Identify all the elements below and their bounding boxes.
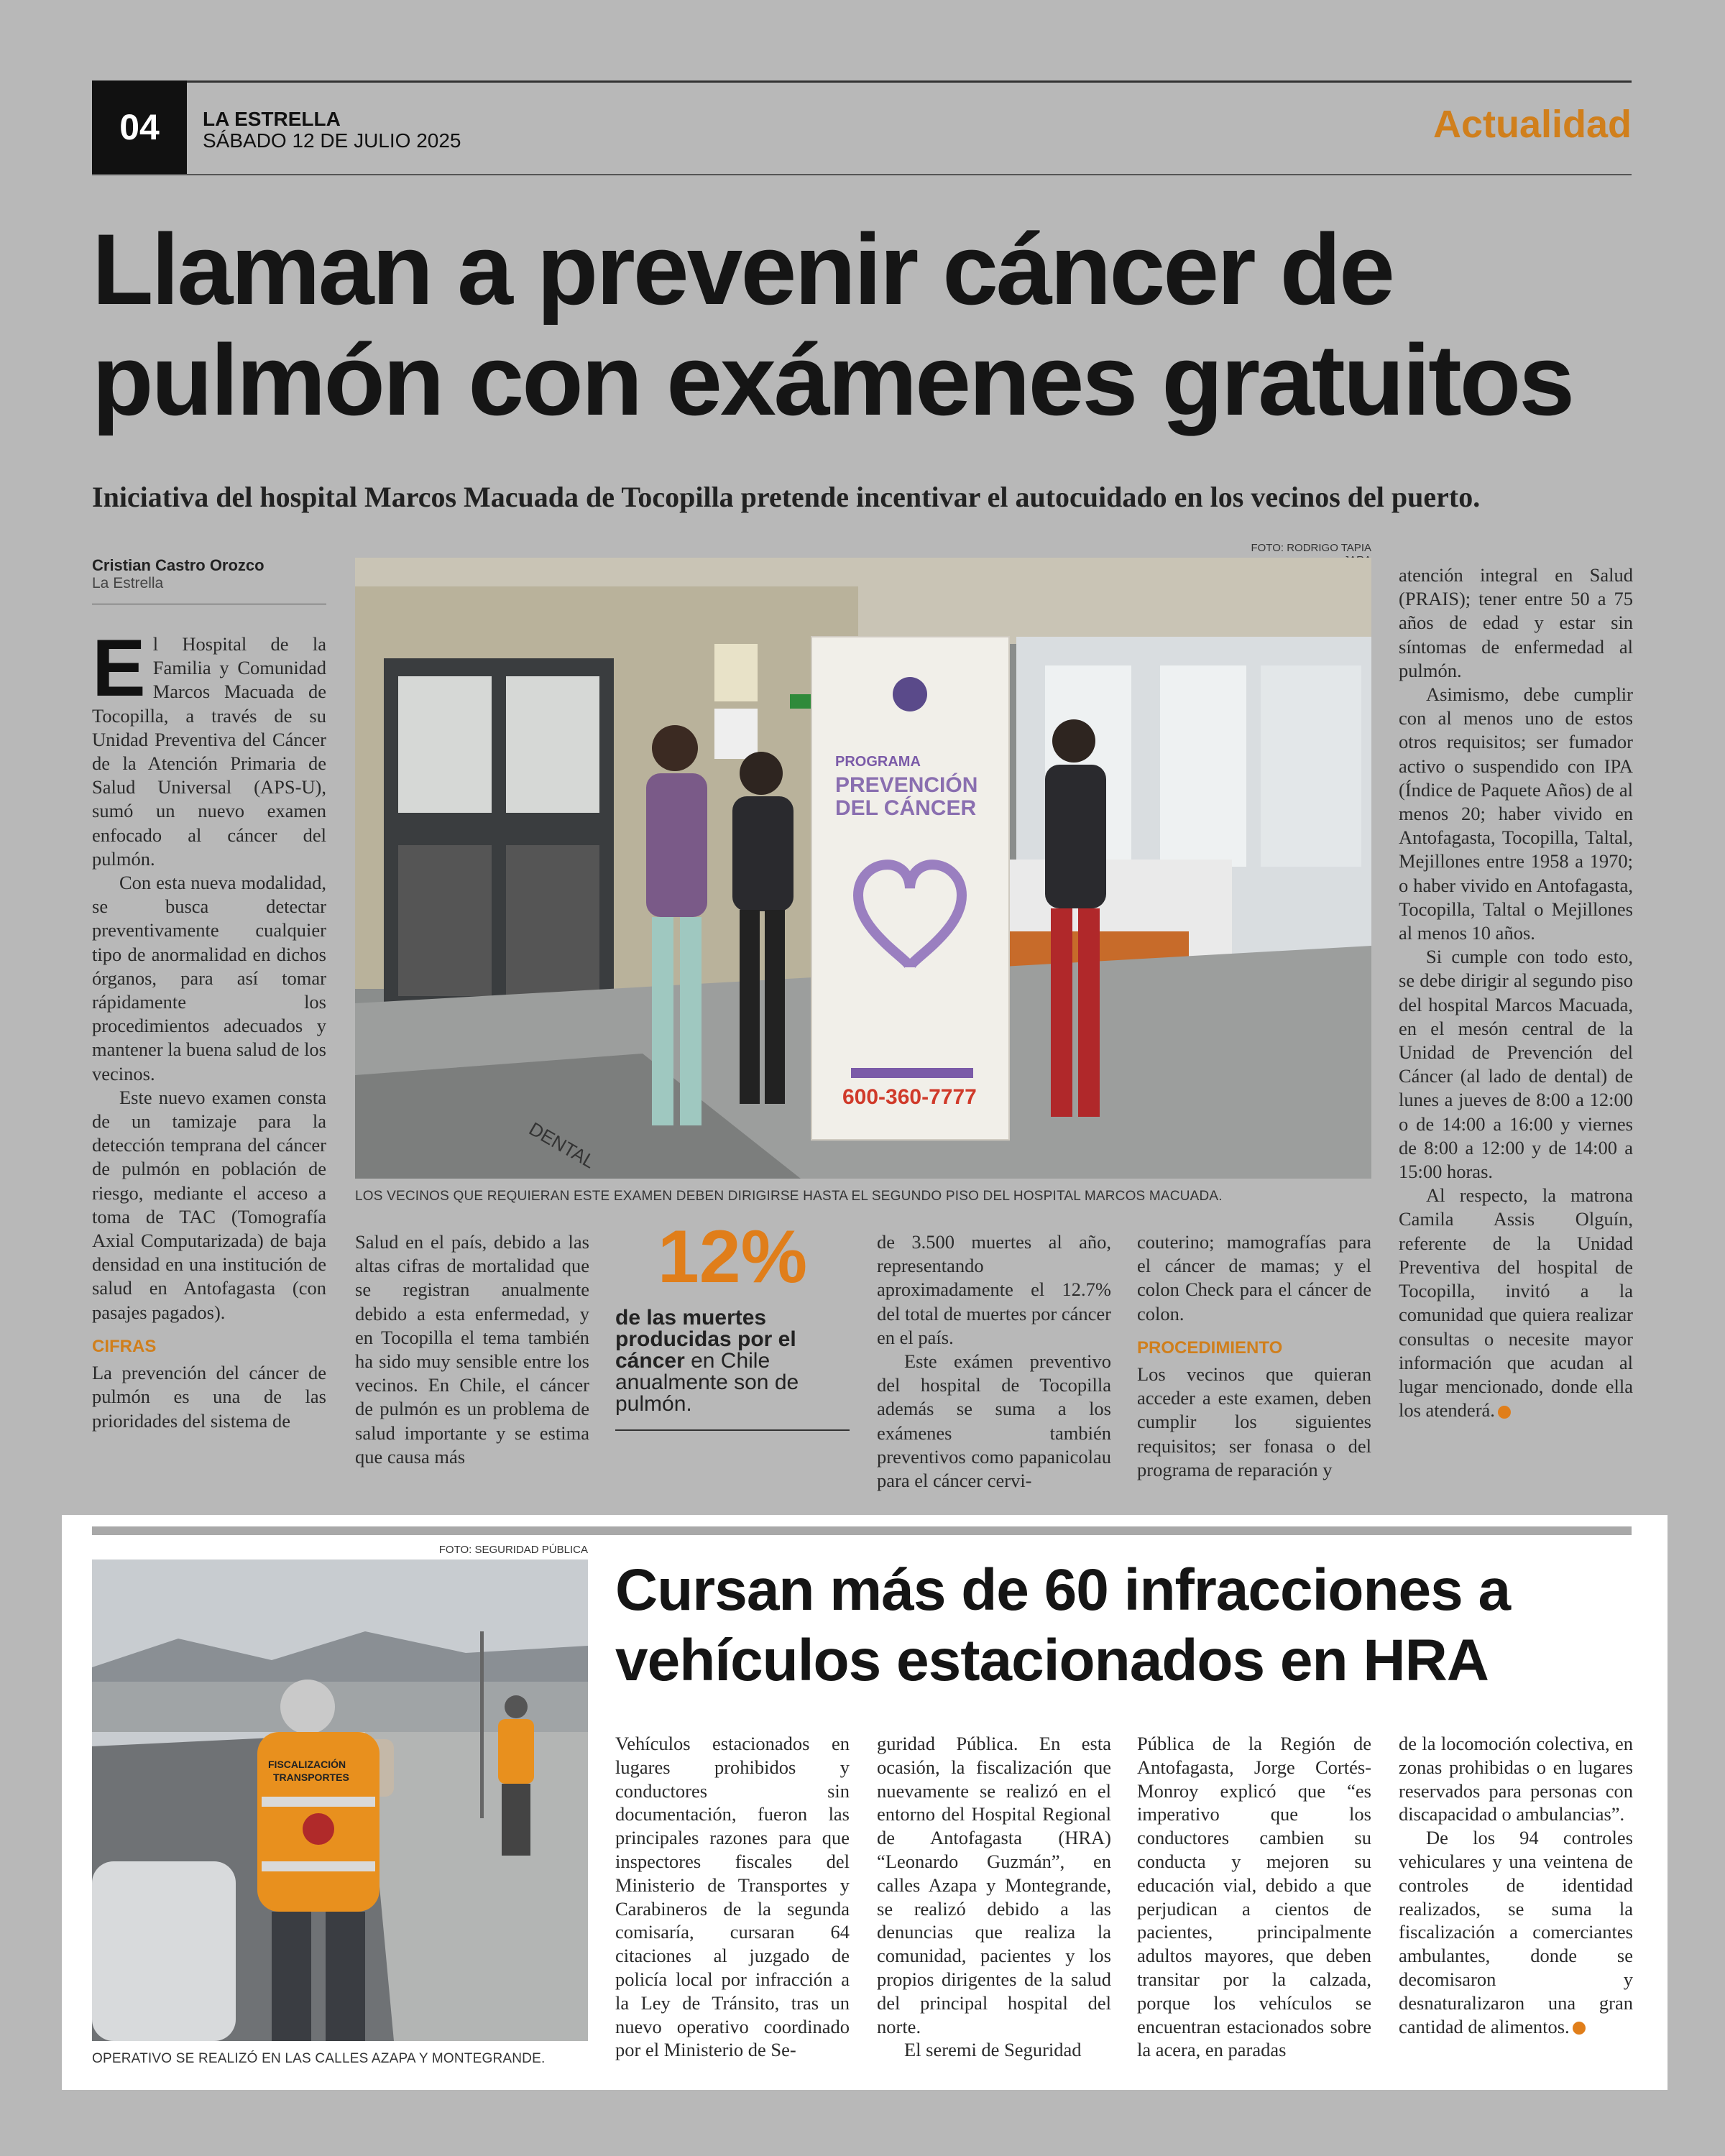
- drop-cap: E: [92, 623, 146, 713]
- banner-prevencion: PREVENCIÓN: [835, 773, 978, 797]
- article2-headline-line2: vehículos estacionados en HRA: [615, 1628, 1489, 1693]
- banner-phone: 600-360-7777: [842, 1085, 977, 1109]
- paragraph: Salud en el país, debido a las altas cifras de mortalidad que se registran anualmente debido a esta enfermedad, y en Tocopilla el tema también ha sido muy sensible entre los vecinos. En Chile, el cáncer de pulmón es un problema de salud importante y se estima que causa más: [355, 1231, 589, 1468]
- subhead-procedimiento: PROCEDIMIENTO: [1137, 1337, 1283, 1358]
- stat-box: [615, 1215, 850, 1431]
- stat-text: [615, 1307, 850, 1415]
- paragraph: Con esta nueva modalidad, se busca detectar preventivamente cualquier tipo de anormalidad en dichos órganos, para así tomar rápidamente los procedimientos adecuados y mantener la buena salud de los vecinos.: [92, 872, 326, 1084]
- article1-column-2: [355, 1230, 589, 1469]
- hospital-photo-illustration: [355, 558, 1371, 1179]
- author-organization: La Estrella: [92, 575, 164, 591]
- paragraph: Los vecinos que quieran acceder a este examen, deben cumplir los siguientes requisitos; ser fonasa o del programa de reparación y: [1137, 1363, 1371, 1480]
- hospital-photo: [355, 558, 1371, 1179]
- paragraph: guridad Pública. En esta ocasión, la fiscalización que nuevamente se realizó en el entorno del Hospital Regional de Antofagasta (HRA) “Leonardo Guzmán”, en calles Azapa y Montegrande, se realizó debido a las denuncias que realiza la comunidad, pacientes y los propios dirigentes de la salud del principal hospital del norte.: [877, 1733, 1111, 2037]
- traffic-photo: [92, 1560, 588, 2041]
- paragraph: El Hospital de la Familia y Comunidad Marcos Macuada de Tocopilla, a través de su Unidad Preventiva del Cáncer de la Atención Primaria de Salud Universal (APS-U), sumó un nuevo examen enfocado al cáncer del pulmón.: [92, 623, 326, 870]
- end-mark-icon: [1498, 1406, 1511, 1419]
- header-bottom-rule: [92, 174, 1632, 175]
- stat-text-rest: en Chile anualmente son de pulmón.: [615, 1349, 799, 1416]
- newspaper-name: LA ESTRELLA: [203, 108, 341, 130]
- paragraph: atención integral en Salud (PRAIS); tener entre 50 a 75 años de edad y estar sin síntomas de enfermedad al pulmón.: [1399, 564, 1633, 681]
- paragraph: couterino; mamografías para el cáncer de mamas; y el colon Check para el cáncer de colon.: [1137, 1231, 1371, 1325]
- photo1-caption: LOS VECINOS QUE REQUIERAN ESTE EXAMEN DEBEN DIRIGIRSE HASTA EL SEGUNDO PISO DEL HOSPITAL MARCOS MACUADA.: [355, 1189, 1223, 1204]
- banner-programa: PROGRAMA: [835, 754, 921, 770]
- traffic-photo-illustration: [92, 1560, 588, 2041]
- photo2-caption: OPERATIVO SE REALIZÓ EN LAS CALLES AZAPA Y MONTEGRANDE.: [92, 2051, 546, 2066]
- article1-headline-line2: pulmón con exámenes gratuitos: [92, 323, 1573, 436]
- article1-column-1: [92, 623, 326, 1433]
- dental-floor-label: DENTAL: [525, 1118, 599, 1173]
- section-title: Actualidad: [1432, 103, 1632, 146]
- issue-date: SÁBADO 12 DE JULIO 2025: [203, 129, 461, 152]
- paragraph: Si cumple con todo esto, se debe dirigir al segundo piso del hospital Marcos Macuada, en el mesón central de la Unidad de Prevención del Cáncer (al lado de dental) de lunes a jueves de 8:00 a 12:00 o de 14:00 a 16:00 y viernes de 8:00 a 12:00 y de 14:00 a 15:00 horas.: [1399, 946, 1633, 1183]
- paragraph: Pública de la Región de Antofagasta, Jorge Cortés-Monroy explicó que “es imperativo que los conductores cambien su conducta y mejoren su educación vial, debido a que perjudican a cientos de pacientes, principalmente adultos mayores, que deben transitar por la calzada, porque los vehículos se encuentran estacionados sobre la acera, en paradas: [1137, 1733, 1371, 2061]
- end-mark-icon: [1573, 2022, 1586, 2035]
- page-number: 04: [92, 80, 187, 174]
- article2-headline-line1: Cursan más de 60 infracciones a: [615, 1557, 1511, 1623]
- article1-headline: [92, 214, 1644, 436]
- paragraph: de 3.500 muertes al año, representando aproximadamente el 12.7% del total de muertes por cáncer en el país.: [877, 1231, 1111, 1348]
- byline: [92, 556, 326, 592]
- article1-headline-line1: Llaman a prevenir cáncer de: [92, 213, 1393, 326]
- paragraph: Este exámen preventivo del hospital de Tocopilla además se suma a los exámenes también preventivos como papanicolau para el cáncer cervi-: [877, 1350, 1111, 1492]
- author-name: Cristian Castro Orozco: [92, 556, 264, 574]
- paragraph: De los 94 controles vehiculares y una veintena de controles de identidad realizados, se suma la fiscalización a comerciantes ambulantes, donde se decomisaron y desnaturalizaron una gran cantidad de alimentos.: [1399, 1827, 1633, 2037]
- paragraph: Al respecto, la matrona Camila Assis Olguín, referente de la Unidad Preventiva del hospital de Tocopilla, invitó a la comunidad que quiera realizar consultas o necesite mayor información que acudan al lugar mencionado, donde ella los atenderá.: [1399, 1184, 1633, 1422]
- paragraph: Vehículos estacionados en lugares prohibidos y conductores sin documentación, fueron las principales razones para que inspectores fiscales del Ministerio de Transportes y Carabineros de la segunda comisaría, cursaran 64 citaciones al juzgado de policía local por infracción a la Ley de Tránsito, tras un nuevo operativo coordinado por el Ministerio de Se-: [615, 1733, 850, 2061]
- vest-text-1: FISCALIZACIÓN: [268, 1759, 346, 1770]
- paragraph: La prevención del cáncer de pulmón es una de las prioridades del sistema de: [92, 1362, 326, 1432]
- stat-number: 12%: [657, 1215, 808, 1299]
- article2-top-rule: [92, 1526, 1632, 1535]
- stat-rule: [615, 1429, 850, 1431]
- article1-column-4: [877, 1230, 1111, 1493]
- stat-text-bold: de las muertes producidas por el cáncer: [615, 1306, 796, 1373]
- article2-column-1: [615, 1732, 850, 2062]
- article2-column-2: [877, 1732, 1111, 2062]
- article2-headline: [615, 1555, 1622, 1696]
- paragraph: Este nuevo examen consta de un tamizaje para la detección temprana del cáncer de pulmón en población de riesgo, mediante el acceso a toma de TAC (Tomografía Axial Computarizada) de baja densidad en una institución de salud en Antofagasta (con pasajes pagados).: [92, 1086, 326, 1323]
- vest-text-2: TRANSPORTES: [273, 1772, 349, 1783]
- article1-column-6: [1399, 563, 1633, 1422]
- article1-column-5: [1137, 1230, 1371, 1482]
- article1-deck: Iniciativa del hospital Marcos Macuada de Tocopilla pretende incentivar el autocuidado en los vecinos del puerto.: [92, 481, 1481, 513]
- paragraph: El seremi de Seguridad: [904, 2039, 1082, 2061]
- inspector-2-figure: [498, 1695, 534, 1856]
- paragraph: de la locomoción colectiva, en zonas prohibidas o en lugares reservados para personas con discapacidad o ambulancias”.: [1399, 1733, 1633, 1825]
- paragraph: Asimismo, debe cumplir con al menos uno de estos otros requisitos; ser fumador activo o suspendido con IPA (Índice de Paquete Años) de al menos 20; haber vivido en Antofagasta, Tocopilla, Taltal, Mejillones entre 1958 a 1970; o haber vivido en Antofagasta, Tocopilla, Taltal o Mejillones al menos 10 años.: [1399, 683, 1633, 944]
- photo2-credit: FOTO: SEGURIDAD PÚBLICA: [438, 1544, 588, 1556]
- article2-column-3: [1137, 1732, 1371, 2062]
- article2-column-4: [1399, 1732, 1633, 2038]
- photo1-credit: FOTO: RODRIGO TAPIA: [1251, 542, 1371, 554]
- subhead-cifras: CIFRAS: [92, 1336, 157, 1356]
- banner-del-cancer: DEL CÁNCER: [835, 796, 977, 820]
- header-top-rule: [92, 80, 1632, 83]
